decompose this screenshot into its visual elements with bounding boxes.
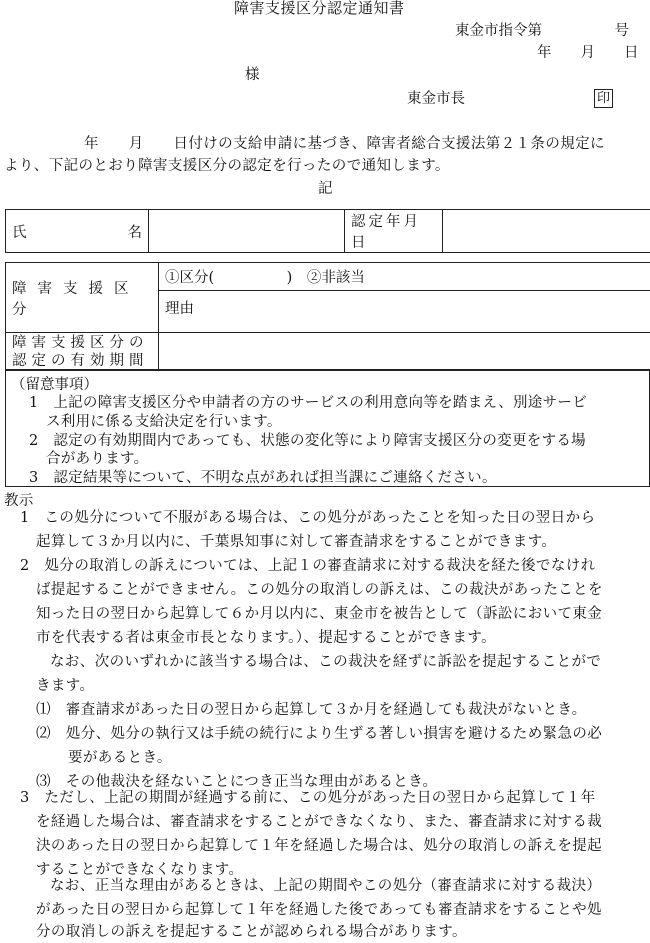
instruction-line: することができなくなります。	[36, 862, 244, 878]
reason-label: 理由	[165, 301, 194, 317]
category-options-cell[interactable]	[159, 263, 650, 291]
document-title: 障害支援区分認定通知書	[234, 0, 405, 17]
category-options: ①区分( ) ②非該当	[165, 270, 365, 286]
certification-date-value[interactable]	[443, 210, 650, 253]
intro-line-2: より、下記のとおり障害支援区分の認定を行ったので通知します。	[4, 158, 450, 174]
instruction-line: 2 処分の取消しの訴えについては、上記１の審査請求に対する裁決を経た後でなけれ	[20, 558, 596, 574]
category-label-cell	[6, 263, 159, 333]
ki-heading: 記	[318, 181, 333, 197]
note-item: 合があります。	[46, 451, 149, 467]
notes-heading: （留意事項）	[11, 377, 98, 393]
name-label-1: 氏	[12, 224, 27, 241]
instruction-line: 知った日の翌日から起算して６か月以内に、東金市を被告として（訴訟において東金	[36, 606, 603, 622]
instruction-line: を経過した場合は、審査請求をすることができなくなり、また、審査請求に対する裁	[36, 814, 603, 830]
instruction-line: 市を代表する者は東金市長となります。）、提起することができます。	[36, 630, 496, 646]
note-item: 1 上記の障害支援区分や申請者の方のサービスの利用意向等を踏まえ、別途サービ	[29, 395, 587, 411]
reason-cell[interactable]	[159, 291, 650, 333]
name-date-table	[5, 209, 650, 253]
instruction-line: 要があるとき。	[68, 750, 172, 766]
instruction-line: きます。	[36, 678, 95, 694]
note-item: 2 認定の有効期間内であっても、状態の変化等により障害支援区分の変更をする場	[29, 433, 586, 449]
instruction-line: ⑴ 審査請求があった日の翌日から起算して３か月を経過しても裁決がないとき。	[36, 702, 587, 718]
recipient-suffix: 様	[245, 67, 260, 83]
instruction-line: ば提起することができません。この処分の取消しの訴えは、この裁決があったことを	[36, 582, 603, 598]
seal-mark: 印	[594, 89, 613, 108]
instruction-line: 分の取消しの訴えを提起することが認められる場合があります。	[36, 924, 467, 940]
support-category-table	[5, 262, 650, 371]
note-item: 3 認定結果等について、不明な点があれば担当課にご連絡ください。	[29, 470, 497, 486]
notes-box	[5, 369, 650, 487]
document-number: 東金市指令第 号	[455, 23, 629, 39]
validity-period-value[interactable]	[159, 333, 650, 371]
name-label-2: 名	[127, 224, 142, 241]
issue-date: 年 月 日	[537, 45, 639, 61]
intro-line-1: 年 月 日付けの支給申請に基づき、障害者総合支援法第２１条の規定に	[84, 136, 605, 152]
validity-period-label-2: 認定の有効期間	[12, 353, 149, 369]
validity-period-label-cell	[6, 333, 159, 371]
instruction-line: なお、正当な理由があるときは、上記の期間やこの処分（審査請求に対する裁決）	[50, 878, 602, 894]
issuer-name: 東金市長	[407, 91, 465, 107]
instruction-heading: 教示	[4, 493, 34, 509]
validity-period-label-1: 障害支援区分の	[12, 335, 149, 351]
certification-date-label: 認定年月日	[345, 210, 443, 253]
name-label-cell	[6, 210, 149, 253]
instruction-line: ⑵ 処分、処分の執行又は手続の続行により生ずる著しい損害を避けるため緊急の必	[36, 726, 603, 742]
note-item: ス利用に係る支給決定を行います。	[46, 414, 282, 430]
instruction-line: 起算して３か月以内に、千葉県知事に対して審査請求をすることができます。	[36, 534, 557, 550]
instruction-line: 決のあった日の翌日から起算して１年を経過した場合は、処分の取消しの訴えを提起	[36, 838, 603, 854]
name-value-cell[interactable]	[149, 210, 345, 253]
instruction-line: なお、次のいずれかに該当する場合は、この裁決を経ずに訴訟を提起することがで	[50, 654, 602, 670]
category-label: 障害支援区分	[12, 280, 140, 318]
instruction-line: があった日の翌日から起算して１年を経過した後であっても審査請求をすることや処	[36, 902, 602, 918]
instruction-line: ⑶ その他裁決を経ないことにつき正当な理由があるとき。	[36, 774, 438, 790]
instruction-line: 1 この処分について不服がある場合は、この処分があったことを知った日の翌日から	[20, 510, 596, 526]
instruction-line: 3 ただし、上記の期間が経過する前に、この処分があった日の翌日から起算して１年	[20, 790, 596, 806]
